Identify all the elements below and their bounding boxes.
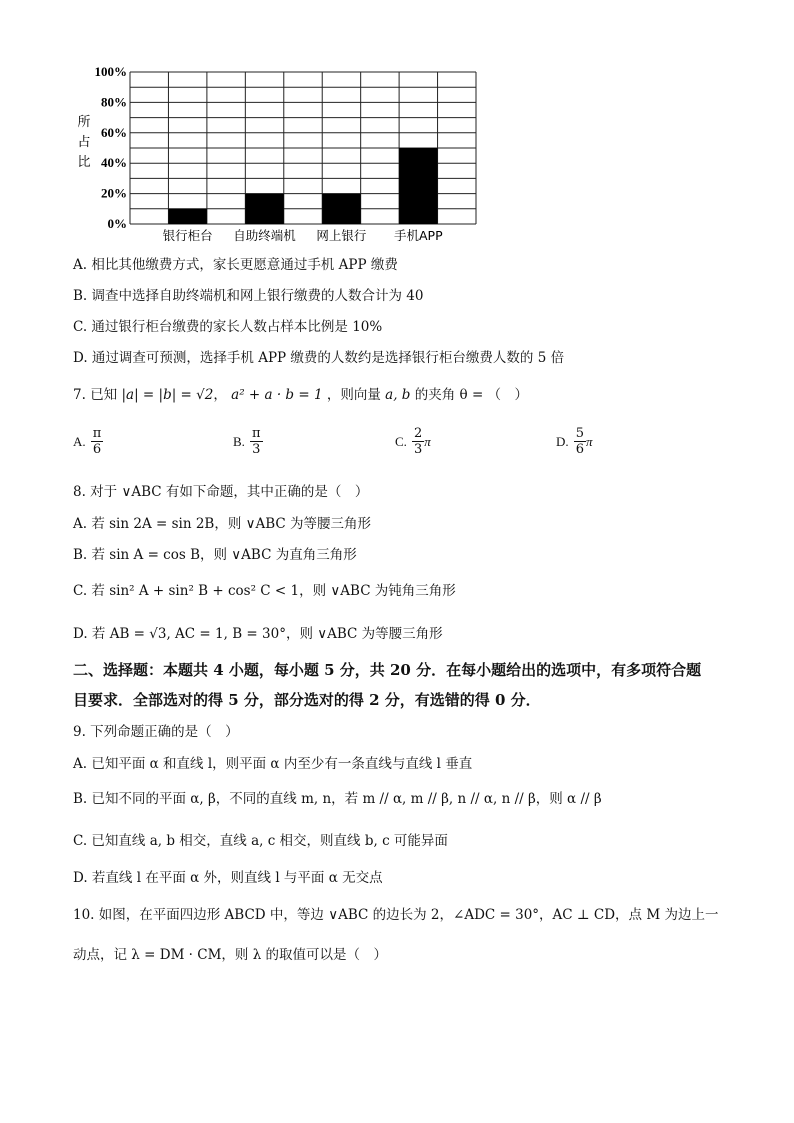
q7-option-d-tail: π xyxy=(586,434,593,449)
q9-option-d: D. 若直线 l 在平面 α 外，则直线 l 与平面 α 无交点 xyxy=(73,870,383,886)
y-tick-label: 100% xyxy=(94,64,127,79)
q8-option-d: D. 若 AB = √3, AC = 1, B = 30°，则 ∨ABC 为等腰三角形 xyxy=(73,626,443,642)
y-tick-label: 40% xyxy=(101,155,127,171)
q7-ask2: 的夹角 θ = （ ） xyxy=(414,387,529,403)
category-label: 银行柜台 xyxy=(162,228,213,243)
q7-ask: ，则向量 xyxy=(326,387,381,403)
q6-option-c: C. 通过银行柜台缴费的家长人数占样本比例是 10% xyxy=(73,319,383,335)
category-label: 自助终端机 xyxy=(233,228,296,243)
q7-option-a-label: A. xyxy=(73,434,86,449)
q7-option-d-fraction xyxy=(574,426,586,457)
y-axis-label-char: 所 xyxy=(77,114,91,129)
chart-ylabel xyxy=(77,114,90,169)
y-tick-label: 0% xyxy=(107,216,127,231)
category-label: 网上银行 xyxy=(316,228,367,243)
q7-option-a-num: π xyxy=(92,426,102,441)
q6-option-d: D. 通过调查可预测，选择手机 APP 缴费的人数约是选择银行柜台缴费人数的 5 倍 xyxy=(73,350,565,366)
q9-stem: 9. 下列命题正确的是（ ） xyxy=(73,724,239,740)
chart-bars xyxy=(168,148,437,224)
bar-chart xyxy=(60,60,500,250)
q8-option-b: B. 若 sin A = cos B，则 ∨ABC 为直角三角形 xyxy=(73,547,357,563)
q9-option-a: A. 已知平面 α 和直线 l，则平面 α 内至少有一条直线与直线 l 垂直 xyxy=(73,756,473,772)
q7-vectors: a, b xyxy=(385,387,411,403)
q9-option-c: C. 已知直线 a, b 相交，直线 a, c 相交，则直线 b, c 可能异面 xyxy=(73,833,448,849)
q10-line2: 动点，记 λ = DM · CM，则 λ 的取值可以是（ ） xyxy=(73,947,388,963)
q7-option-c-tail: π xyxy=(424,434,431,449)
q7-option-a-den: 6 xyxy=(92,442,102,457)
y-axis-label-char: 占 xyxy=(77,134,91,149)
y-tick-label: 80% xyxy=(101,94,127,110)
bar-3 xyxy=(399,148,437,224)
q7-option-a-fraction xyxy=(91,426,104,457)
q8-option-a: A. 若 sin 2A = sin 2B，则 ∨ABC 为等腰三角形 xyxy=(73,516,372,532)
q7-option-c-den: 3 xyxy=(414,442,423,457)
q7-option-b-num: π xyxy=(252,426,261,441)
q7-stem: 7. 已知 |a| = |b| = √2， a² + a · b = 1 ，则向量 a, b 的夹角 θ = （ ） xyxy=(73,387,529,403)
q9-option-b: B. 已知不同的平面 α, β，不同的直线 m, n，若 m // α, m // β, n // α, n // β，则 α // β xyxy=(73,791,602,807)
category-label: 手机APP xyxy=(394,228,443,243)
chart-ticks xyxy=(95,64,128,231)
q7-option-b-fraction xyxy=(250,426,263,457)
chart-categories xyxy=(163,228,443,243)
q7-option-c-label: C. xyxy=(395,434,407,449)
q7-condition-2: a² + a · b = 1 xyxy=(231,387,323,403)
section2-line1: 二、选择题：本题共 4 小题，每小题 5 分，共 20 分．在每小题给出的选项中，有多项符合题 xyxy=(73,661,702,679)
q7-known: 已知 xyxy=(90,387,118,403)
q7-option-b-label: B. xyxy=(233,434,245,449)
q7-option-d-num: 5 xyxy=(575,426,585,441)
y-axis-label-char: 比 xyxy=(77,154,91,169)
q10-line1: 10. 如图，在平面四边形 ABCD 中，等边 ∨ABC 的边长为 2，∠ADC = 30°，AC ⊥ CD，点 M 为边上一 xyxy=(73,907,719,923)
q7-option-b-den: 3 xyxy=(252,442,261,457)
q7-option-c-fraction xyxy=(412,426,424,457)
bar-0 xyxy=(168,209,206,224)
bar-1 xyxy=(245,194,283,224)
bar-2 xyxy=(322,194,360,224)
y-tick-label: 20% xyxy=(101,185,127,201)
q8-option-c: C. 若 sin² A + sin² B + cos² C < 1，则 ∨ABC 为钝角三角形 xyxy=(73,583,456,599)
q7-option-d-label: D. xyxy=(556,434,569,449)
y-tick-label: 60% xyxy=(101,124,127,140)
q6-option-a: A. 相比其他缴费方式，家长更愿意通过手机 APP 缴费 xyxy=(73,257,398,273)
q7-option-d-den: 6 xyxy=(575,442,585,457)
q7-option-a xyxy=(73,426,103,457)
section2-line2: 目要求．全部选对的得 5 分，部分选对的得 2 分，有选错的得 0 分． xyxy=(73,691,541,709)
q7-option-c xyxy=(395,426,431,457)
q7-option-c-num: 2 xyxy=(414,426,423,441)
q7-option-d xyxy=(556,426,593,457)
q6-option-b: B. 调查中选择自助终端机和网上银行缴费的人数合计为 40 xyxy=(73,288,424,304)
q7-option-b xyxy=(233,426,263,457)
q8-stem: 8. 对于 ∨ABC 有如下命题，其中正确的是（ ） xyxy=(73,484,369,500)
q7-number: 7. xyxy=(73,387,86,403)
q7-condition-1: |a| = |b| = √2 xyxy=(121,387,214,403)
